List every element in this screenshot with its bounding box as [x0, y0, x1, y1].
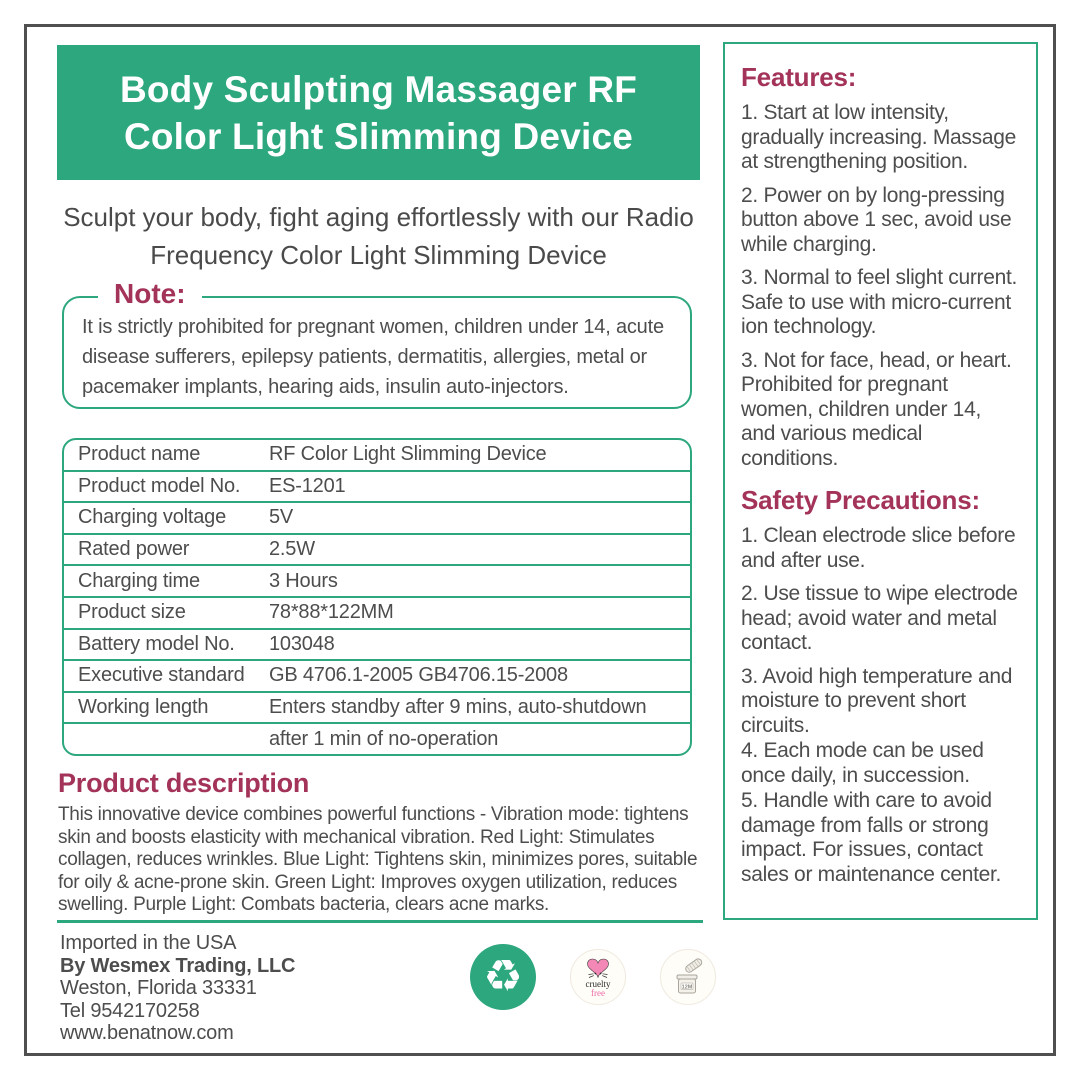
table-row: [64, 659, 690, 691]
safety-item: 5. Handle with care to avoid damage from falls or strong impact. For issues, contact sales or maintenance center.: [741, 789, 1002, 886]
table-row: [64, 722, 690, 754]
spec-label: Battery model No.: [78, 632, 235, 655]
spec-value: 3 Hours: [269, 569, 338, 592]
footer-divider: [57, 920, 703, 923]
cruelty-free-icon: [570, 949, 626, 1005]
spec-value: 5V: [269, 506, 294, 529]
website-line: www.benatnow.com: [60, 1022, 234, 1044]
description-text: This innovative device combines powerful functions - Vibration mode: tightens skin and boosts elasticity with mechanical vibration. Red Light: Stimulates collagen, reduces wrinkles. Blue Light: Tightens skin, minimizes pores, suitable for oily & acne-prone skin. Green Light: Improves oxygen utilization, reduces swelling. Purple Light: Combats bacteria, clears acne marks.: [58, 804, 698, 915]
product-tagline: Sculpt your body, fight aging effortlessly with our Radio Frequency Color Light Slimming Device: [63, 202, 694, 270]
address-line: Weston, Florida 33331: [60, 977, 257, 999]
spec-value: GB 4706.1-2005 GB4706.15-2008: [269, 664, 568, 687]
note-text: It is strictly prohibited for pregnant women, children under 14, acute disease sufferers, epilepsy patients, dermatitis, allergies, metal or pacemaker implants, hearing aids, insulin auto-injectors.: [82, 316, 664, 398]
feature-item: 3. Normal to feel slight current. Safe to use with micro-current ion technology.: [741, 266, 1018, 338]
table-row: [64, 533, 690, 565]
safety-item: 1. Clean electrode slice before and after use.: [741, 524, 1016, 572]
open-jar-graphic: [669, 957, 707, 997]
spec-label: Executive standard: [78, 664, 245, 687]
safety-item: 2. Use tissue to wipe electrode head; avoid water and metal contact.: [741, 582, 1018, 654]
cruelty-free-text: cruelty: [585, 979, 611, 989]
certification-badges: [470, 944, 716, 1010]
spec-table: [62, 438, 692, 756]
feature-item: 2. Power on by long-pressing button above 1 sec, avoid use while charging.: [741, 183, 1012, 256]
spec-value: 2.5W: [269, 538, 315, 561]
table-row: [64, 628, 690, 660]
spec-label: Rated power: [78, 538, 190, 561]
company-line: By Wesmex Trading, LLC: [60, 954, 296, 977]
product-title-line1: Body Sculpting Massager RF: [119, 68, 638, 110]
note-box: [62, 278, 692, 409]
spec-label: Working length: [78, 696, 209, 719]
feature-item: 3. Not for face, head, or heart. Prohibited for pregnant women, children under 14, and various medical conditions.: [741, 348, 1012, 470]
feature-item: 1. Start at low intensity, gradually increasing. Massage at strengthening position.: [741, 101, 1016, 173]
svg-text:12M: 12M: [681, 984, 693, 991]
imported-line: Imported in the USA: [60, 932, 237, 954]
cruelty-free-text-2: free: [591, 988, 605, 998]
spec-value: 103048: [269, 632, 335, 655]
table-row: [64, 691, 690, 723]
spec-value: ES-1201: [269, 474, 346, 497]
spec-label: Charging voltage: [78, 506, 227, 529]
table-row: [64, 564, 690, 596]
bunny-heart-graphic: [583, 956, 613, 980]
importer-info: [60, 932, 460, 1045]
table-row: [64, 501, 690, 533]
table-row: [64, 470, 690, 502]
product-title-line2: Color Light Slimming Device: [123, 115, 634, 157]
sidebar: [723, 42, 1038, 920]
spec-value: after 1 min of no-operation: [269, 727, 499, 750]
features-heading: Features:: [741, 62, 857, 92]
table-row: [64, 596, 690, 628]
safety-item: 3. Avoid high temperature and moisture to prevent short circuits.: [741, 664, 1013, 737]
recycle-icon: [470, 944, 536, 1010]
safety-heading: Safety Precautions:: [741, 485, 980, 515]
spec-label: Product size: [78, 601, 186, 624]
spec-value: 78*88*122MM: [269, 601, 394, 624]
recycle-glyph: ♻: [483, 951, 523, 1002]
safety-item: 4. Each mode can be used once daily, in succession.: [741, 739, 984, 787]
spec-label: Charging time: [78, 569, 200, 592]
spec-label: Product name: [78, 443, 201, 466]
phone-line: Tel 9542170258: [60, 999, 200, 1022]
spec-label: Product model No.: [78, 474, 241, 497]
description-title: Product description: [58, 768, 310, 798]
spec-value: Enters standby after 9 mins, auto-shutdown: [269, 696, 647, 719]
product-title-banner: [57, 45, 700, 180]
period-after-opening-icon: [660, 949, 716, 1005]
note-title: Note:: [98, 278, 202, 310]
spec-value: RF Color Light Slimming Device: [269, 443, 547, 466]
table-row: [64, 440, 690, 470]
